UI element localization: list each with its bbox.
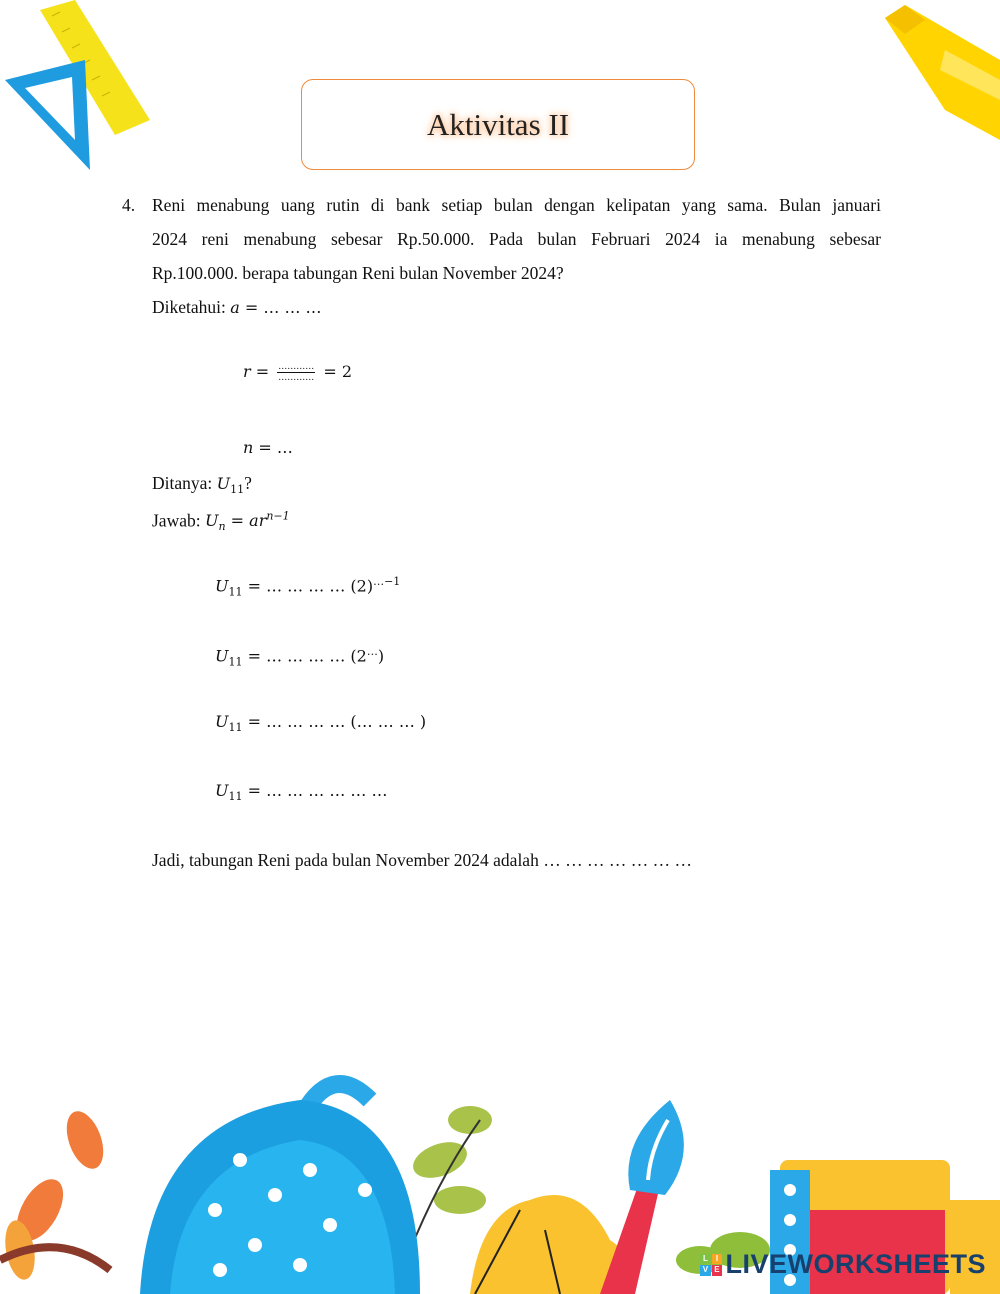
page-title: Aktivitas II [426,106,570,142]
known-n-row [243,438,293,457]
formula-rhs-sup: n−1 [266,510,290,523]
answer-formula-row [152,506,290,539]
step-exponent-blank[interactable]: … [366,645,378,658]
formula-lhs-sub: n [218,520,226,534]
known-label: Diketahui: [152,297,226,317]
n-variable: n [243,438,254,457]
n-value-blank[interactable]: = … [258,438,293,457]
asked-var: U [216,474,231,493]
highlighter-decoration [885,0,1000,140]
r-denominator-blank[interactable]: ………… [278,373,315,383]
question-line-1: Reni menabung uang rutin di bank setiap bulan dengan kelipatan yang sama. Bulan januari [152,195,881,215]
brand-name: LIVEWORKSHEETS [725,1249,986,1279]
conclusion[interactable]: Jadi, tabungan Reni pada bulan November 2024 adalah … … … … … … … [152,850,692,870]
step-row [215,645,384,669]
step-row [215,781,388,803]
r-numerator-blank[interactable]: ………… [278,362,315,372]
r-variable: r [243,362,251,381]
question-line-3: Rp.100.000. berapa tabungan Reni bulan November 2024? [152,263,564,283]
a-value-blank[interactable]: = … … … [244,298,322,317]
step-sub: 11 [228,655,243,669]
ruler-decoration [0,0,160,180]
r-result: = 2 [323,362,352,381]
asked-sub: 11 [230,483,245,497]
step-blank[interactable]: = … … … … (2 [247,646,367,666]
answer-label: Jawab: [152,510,201,531]
asked-label: Ditanya: [152,473,213,493]
known-a-row [152,296,322,319]
r-fraction [277,362,315,383]
step-tail: ) [377,646,385,666]
step-var: U [215,712,229,731]
a-variable: a [230,298,240,317]
liveworksheets-logo [700,1249,986,1280]
formula-rhs: = ar [230,511,267,531]
known-r-row: r = $\frac{\dots\dots\dots\dots}{\dots\dots\dots\dots}$ = 2 [243,362,352,383]
question-line-2: 2024 reni menabung sebesar Rp.50.000. Pada bulan Februari 2024 ia menabung sebesar [152,229,881,249]
question-number: 4. [122,195,136,215]
step-sub: 11 [228,790,243,804]
step-var: U [215,646,229,666]
asked-mark: ? [244,473,252,493]
step-sub: 11 [228,585,243,599]
step-sub: 11 [228,721,243,735]
step-exponent-blank[interactable]: …−1 [373,575,401,588]
step-blank[interactable]: = … … … … (2) [247,576,374,596]
formula-lhs: U [204,511,219,531]
brand-logo-icon: L I V E [700,1254,722,1276]
asked-row [152,472,252,501]
step-blank[interactable]: = … … … … … … [247,781,388,800]
step-var: U [215,576,229,596]
title-box [301,79,695,170]
step-row [215,712,426,734]
step-row [215,575,400,599]
step-var: U [215,781,229,800]
step-blank[interactable]: = … … … … (… … … ) [247,712,427,731]
